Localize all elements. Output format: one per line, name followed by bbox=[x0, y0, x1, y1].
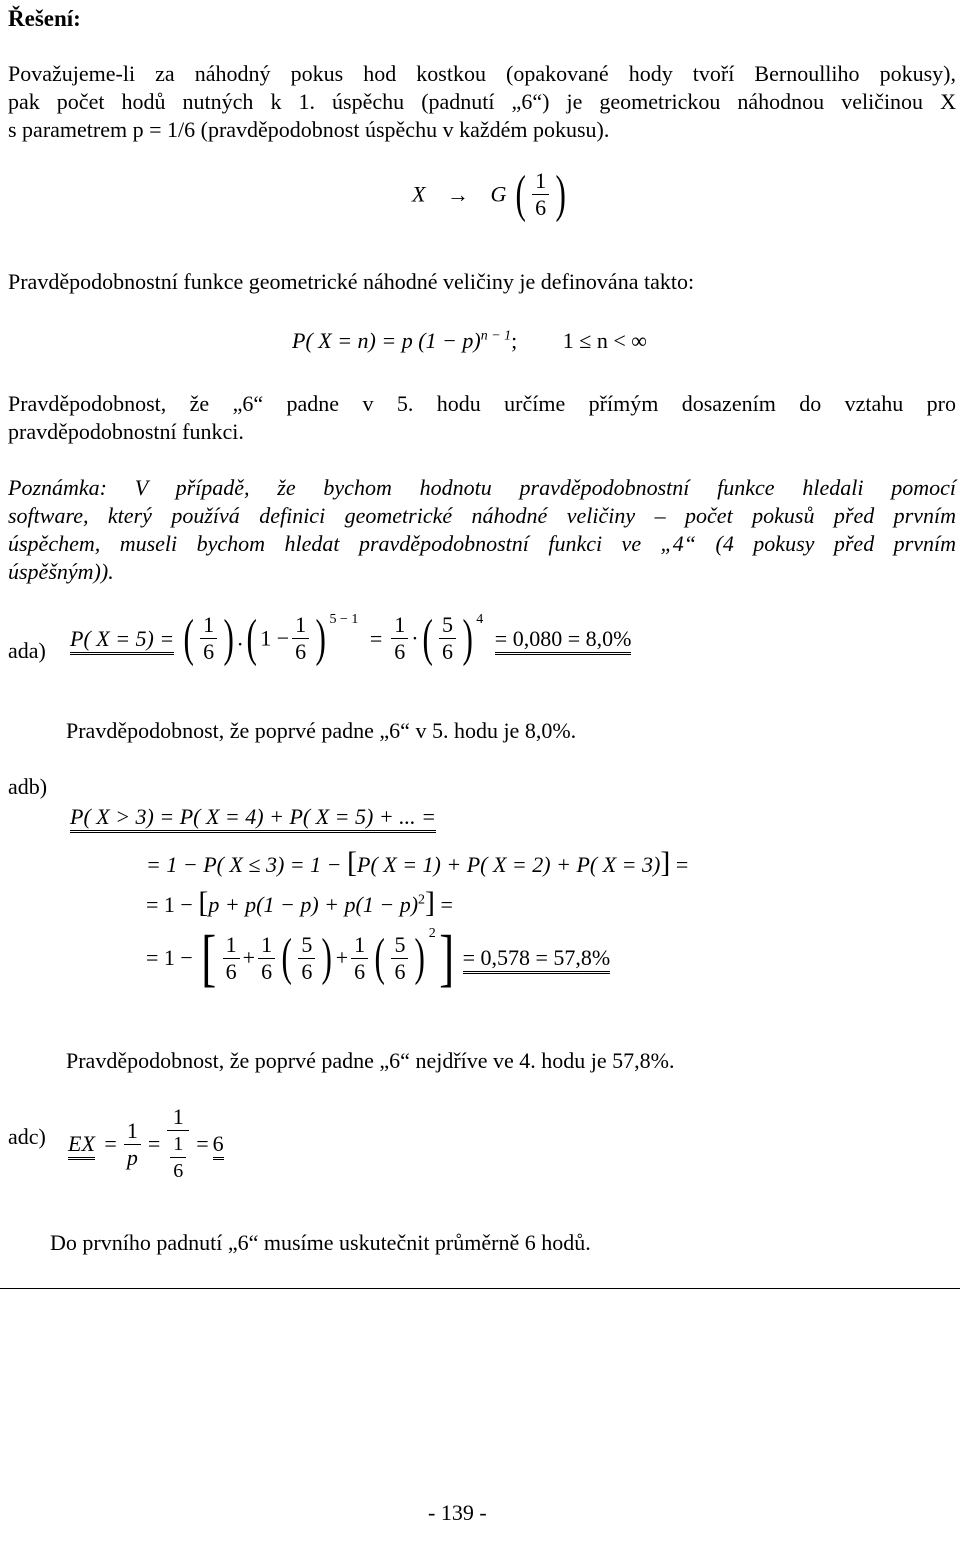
ada-frac-4: $\frac{5}{6}$ bbox=[439, 612, 456, 665]
adb-conclusion: Pravděpodobnost, že poprvé padne „6“ nejdříve ve 4. hodu je 57,8%. bbox=[66, 1048, 675, 1073]
var-g: G bbox=[490, 181, 507, 207]
ada-dot: . bbox=[237, 625, 243, 651]
ada-one: 1 − bbox=[260, 625, 290, 651]
ada-equals: = bbox=[369, 625, 383, 651]
ada-label: ada) bbox=[8, 638, 46, 663]
prob-text-2: pravděpodobnostní funkci. bbox=[8, 419, 244, 444]
ada-cdot: · bbox=[411, 625, 419, 651]
intro-line-3: s parametrem p = 1/6 (pravděpodobnost úspěchu v každém pokusu). bbox=[8, 117, 610, 142]
ada-lhs: P( X = 5) = bbox=[70, 626, 174, 655]
ada-frac-3: $\frac{1}{6}$ bbox=[391, 612, 408, 665]
adb-line-1: P( X > 3) = P( X = 4) + P( X = 5) + ... = bbox=[70, 804, 436, 830]
pmf-text: Pravděpodobnostní funkce geometrické náhodné veličiny je definována takto: bbox=[8, 269, 695, 294]
pmf-equation bbox=[292, 328, 647, 354]
adb-label: adb) bbox=[8, 774, 48, 799]
arrow-icon: → bbox=[446, 181, 469, 207]
prob-text-1: Pravděpodobnost, že „6“ padne v 5. hodu určíme přímým dosazením do vztahu pro bbox=[8, 391, 956, 416]
pmf-exponent: n − 1 bbox=[480, 328, 512, 344]
ada-exp-2: 4 bbox=[476, 612, 484, 627]
pmf-lhs: P( X = n) = p (1 − p) bbox=[292, 328, 481, 353]
note-line-3: úspěchem, museli bychom hledat pravděpodobnostní funkci ve „4“ (4 pokusy před prvním bbox=[8, 531, 956, 556]
var-x: X bbox=[412, 181, 426, 207]
ada-frac-2: $\frac{1}{6}$ bbox=[292, 612, 309, 665]
note-line-2: software, který používá definici geometrické náhodné veličiny – počet pokusů před prvním bbox=[8, 503, 956, 528]
param-fraction: $\frac{1}{6}$ bbox=[532, 168, 549, 221]
ada-result: = 0,080 = 8,0% bbox=[495, 626, 632, 655]
note-text-1: V případě, že bychom hodnotu pravděpodobnostní funkce hledali pomocí bbox=[134, 475, 956, 500]
note-line-1 bbox=[8, 474, 956, 502]
distribution-equation bbox=[412, 165, 570, 238]
ada-frac-1: $\frac{1}{6}$ bbox=[200, 612, 217, 665]
adb-line-4: = 1 − [ $\frac{1}{6}$ + $\frac{1}{6}$ ( $\frac{5}{6}$ ) + $\frac{1}{6}$ ( $\frac{5}{6}$ ) $^2$] = 0,578 = 57,8% bbox=[146, 922, 611, 993]
intro-line-2: pak počet hodů nutných k 1. úspěchu (padnutí „6“) je geometrickou náhodnou veličinou X bbox=[8, 89, 956, 114]
ada-exp-1: 5 − 1 bbox=[329, 612, 359, 627]
solution-heading: Řešení: bbox=[8, 6, 81, 31]
adb-line-2: = 1 − P( X ≤ 3) = 1 − [P( X = 1) + P( X = 2) + P( X = 3)] = bbox=[146, 846, 689, 879]
pmf-range: 1 ≤ n < ∞ bbox=[562, 328, 647, 353]
note-line-4: úspěšným)). bbox=[8, 559, 114, 584]
page-number: - 139 - bbox=[428, 1500, 487, 1525]
footer-rule bbox=[0, 1288, 960, 1289]
adb-line-3: = $1 - [p + p(1 - p) + p(1 - p)^2]$ = bbox=[146, 886, 453, 919]
intro-line-1: Považujeme-li za náhodný pokus hod kostkou (opakované hody tvoří Bernoulliho pokusy), bbox=[8, 61, 956, 86]
adc-equation: EX = $\frac{1}{p}$ = $\frac{1}{\frac{1}{6}}$ = 6 bbox=[68, 1104, 224, 1182]
adc-conclusion: Do prvního padnutí „6“ musíme uskutečnit průměrně 6 hodů. bbox=[50, 1230, 591, 1255]
note-label: Poznámka: bbox=[8, 475, 107, 500]
left-paren: ( bbox=[515, 165, 526, 223]
ada-equation: P( X = 5) = ( $\frac{1}{6}$ ) .( 1 − $\frac{1}{6}$ ) $^{5 - 1}$ = $\frac{1}{6}$ ·( $\frac{5}{6}$ ) $^4$ = 0,080 = 8,0% bbox=[70, 609, 632, 667]
ada-conclusion: Pravděpodobnost, že poprvé padne „6“ v 5. hodu je 8,0%. bbox=[66, 718, 577, 743]
adc-label: adc) bbox=[8, 1124, 46, 1149]
pmf-semicolon: ; bbox=[511, 328, 518, 353]
right-paren: ) bbox=[555, 165, 567, 223]
